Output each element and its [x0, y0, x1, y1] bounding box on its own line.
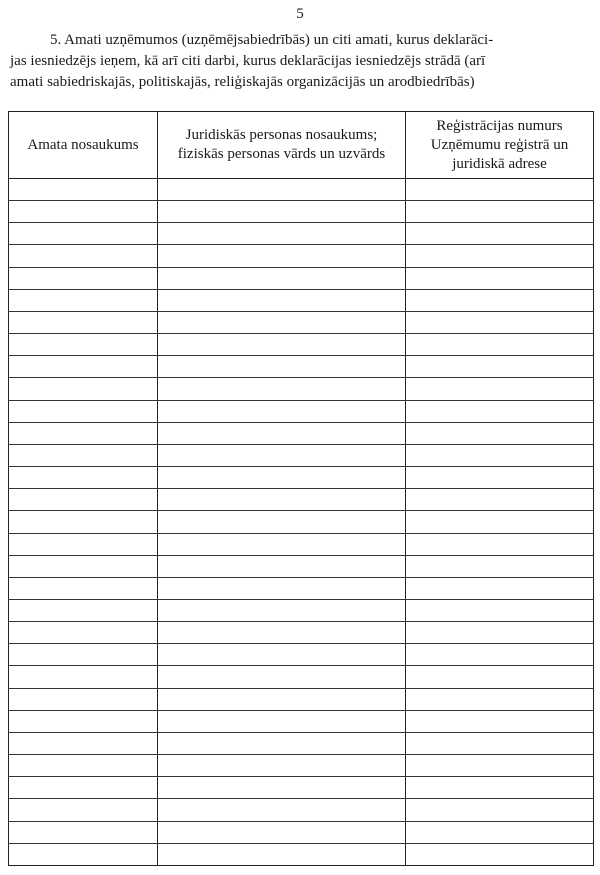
table-cell[interactable]: [158, 599, 406, 621]
table-cell[interactable]: [9, 821, 158, 843]
table-row: [9, 799, 594, 821]
table-cell[interactable]: [406, 311, 594, 333]
table-cell[interactable]: [158, 489, 406, 511]
table-cell[interactable]: [9, 444, 158, 466]
table-cell[interactable]: [406, 710, 594, 732]
table-row: [9, 843, 594, 865]
table-row: [9, 533, 594, 555]
column-header-entity-name: Juridiskās personas nosaukums; fiziskās personas vārds un uzvārds: [158, 112, 406, 179]
table-cell[interactable]: [9, 267, 158, 289]
table-cell[interactable]: [406, 644, 594, 666]
table-row: [9, 289, 594, 311]
table-header-row: [9, 112, 594, 179]
table-cell[interactable]: [158, 843, 406, 865]
table-cell[interactable]: [9, 555, 158, 577]
table-body: [9, 179, 594, 866]
table-cell[interactable]: [406, 688, 594, 710]
table-row: [9, 311, 594, 333]
table-row: [9, 201, 594, 223]
table-cell[interactable]: [406, 511, 594, 533]
table-cell[interactable]: [406, 289, 594, 311]
table-cell[interactable]: [158, 311, 406, 333]
table-cell[interactable]: [406, 755, 594, 777]
table-cell[interactable]: [158, 622, 406, 644]
table-row: [9, 334, 594, 356]
table-row: [9, 467, 594, 489]
table-cell[interactable]: [9, 577, 158, 599]
column-header-position-title: Amata nosaukums: [9, 112, 158, 179]
table-row: [9, 821, 594, 843]
table-cell[interactable]: [9, 622, 158, 644]
table-cell[interactable]: [158, 378, 406, 400]
table-cell[interactable]: [158, 577, 406, 599]
table-row: [9, 444, 594, 466]
table-cell[interactable]: [406, 245, 594, 267]
table-cell[interactable]: [9, 489, 158, 511]
table-cell[interactable]: [9, 223, 158, 245]
table-cell[interactable]: [406, 666, 594, 688]
table-cell[interactable]: [9, 289, 158, 311]
table-cell[interactable]: [158, 289, 406, 311]
table-cell[interactable]: [406, 444, 594, 466]
table-cell[interactable]: [158, 245, 406, 267]
table-cell[interactable]: [9, 777, 158, 799]
table-row: [9, 378, 594, 400]
table-cell[interactable]: [406, 777, 594, 799]
table-row: [9, 755, 594, 777]
table-cell[interactable]: [9, 688, 158, 710]
table-row: [9, 710, 594, 732]
table-row: [9, 644, 594, 666]
table-cell[interactable]: [9, 843, 158, 865]
table-cell[interactable]: [406, 422, 594, 444]
table-row: [9, 489, 594, 511]
table-cell[interactable]: [406, 843, 594, 865]
table-cell[interactable]: [158, 422, 406, 444]
table-cell[interactable]: [406, 577, 594, 599]
table-cell[interactable]: [406, 201, 594, 223]
table-row: [9, 511, 594, 533]
page-number: 5: [296, 6, 304, 22]
table-cell[interactable]: [406, 467, 594, 489]
table-cell[interactable]: [9, 245, 158, 267]
table-cell[interactable]: [406, 622, 594, 644]
table-cell[interactable]: [9, 334, 158, 356]
table-cell[interactable]: [158, 223, 406, 245]
table-cell[interactable]: [158, 533, 406, 555]
table-cell[interactable]: [9, 201, 158, 223]
table-cell[interactable]: [158, 201, 406, 223]
table-cell[interactable]: [406, 267, 594, 289]
table-cell[interactable]: [158, 799, 406, 821]
table-cell[interactable]: [406, 179, 594, 201]
table-cell[interactable]: [406, 334, 594, 356]
table-cell[interactable]: [158, 356, 406, 378]
table-cell[interactable]: [158, 777, 406, 799]
table-cell[interactable]: [9, 644, 158, 666]
positions-table: [8, 111, 594, 866]
heading-line: 5. Amati uzņēmumos (uzņēmējsabiedrībās) un citi amati, kurus deklarāci-: [50, 32, 494, 48]
table-cell[interactable]: [9, 378, 158, 400]
table-cell[interactable]: [9, 732, 158, 754]
table-cell[interactable]: [406, 356, 594, 378]
table-cell[interactable]: [158, 821, 406, 843]
table-cell[interactable]: [406, 223, 594, 245]
table-cell[interactable]: [158, 644, 406, 666]
table-cell[interactable]: [158, 710, 406, 732]
section-heading: [10, 30, 586, 93]
table-cell[interactable]: [9, 467, 158, 489]
table-cell[interactable]: [158, 555, 406, 577]
table-cell[interactable]: [158, 688, 406, 710]
table-row: [9, 356, 594, 378]
table-cell[interactable]: [406, 732, 594, 754]
table-cell[interactable]: [9, 710, 158, 732]
table-cell[interactable]: [406, 378, 594, 400]
table-row: [9, 622, 594, 644]
table-cell[interactable]: [406, 489, 594, 511]
heading-line: jas iesniedzējs ieņem, kā arī citi darbi, kurus deklarācijas iesniedzējs strādā (arī: [10, 53, 486, 69]
table-cell[interactable]: [9, 356, 158, 378]
table-cell[interactable]: [9, 755, 158, 777]
table-cell[interactable]: [158, 467, 406, 489]
table-cell[interactable]: [406, 821, 594, 843]
table-cell[interactable]: [406, 400, 594, 422]
table-cell[interactable]: [9, 400, 158, 422]
heading-line: amati sabiedriskajās, politiskajās, reliģiskajās organizācijās un arodbiedrībās): [10, 74, 475, 90]
table-cell[interactable]: [9, 799, 158, 821]
column-header-registration: Reģistrācijas numurs Uzņēmumu reģistrā un juridiskā adrese: [406, 112, 594, 179]
table-cell[interactable]: [9, 666, 158, 688]
table-row: [9, 599, 594, 621]
table-cell[interactable]: [158, 511, 406, 533]
table-cell[interactable]: [9, 422, 158, 444]
table-row: [9, 732, 594, 754]
table-cell[interactable]: [158, 400, 406, 422]
table-row: [9, 267, 594, 289]
table-row: [9, 179, 594, 201]
table-row: [9, 555, 594, 577]
table-cell[interactable]: [406, 533, 594, 555]
table-row: [9, 777, 594, 799]
table-row: [9, 666, 594, 688]
table-cell[interactable]: [9, 179, 158, 201]
table-row: [9, 400, 594, 422]
table-cell[interactable]: [9, 533, 158, 555]
table-cell[interactable]: [406, 799, 594, 821]
table-cell[interactable]: [158, 666, 406, 688]
table-row: [9, 223, 594, 245]
table-cell[interactable]: [158, 444, 406, 466]
table-row: [9, 688, 594, 710]
table-cell[interactable]: [158, 179, 406, 201]
table-cell[interactable]: [9, 511, 158, 533]
table-cell[interactable]: [158, 334, 406, 356]
table-cell[interactable]: [158, 267, 406, 289]
table-cell[interactable]: [158, 732, 406, 754]
table-cell[interactable]: [158, 755, 406, 777]
table-row: [9, 245, 594, 267]
table-cell[interactable]: [9, 311, 158, 333]
table-cell[interactable]: [406, 555, 594, 577]
table-row: [9, 422, 594, 444]
table-cell[interactable]: [406, 599, 594, 621]
table-row: [9, 577, 594, 599]
table-cell[interactable]: [9, 599, 158, 621]
